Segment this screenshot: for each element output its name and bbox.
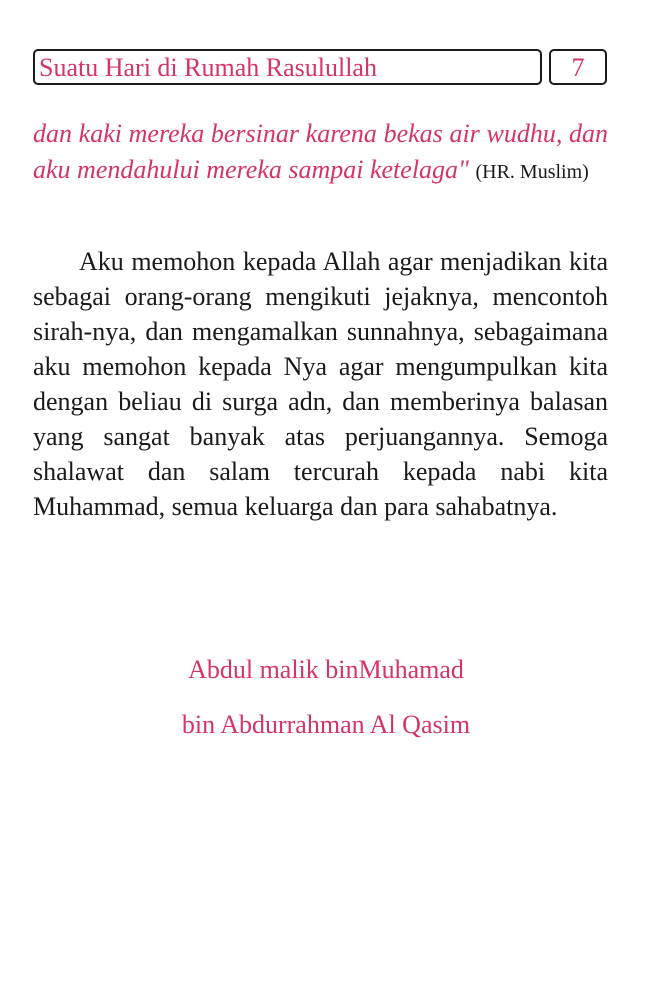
hadith-quote	[33, 116, 608, 190]
header-title: Suatu Hari di Rumah Rasulullah	[33, 49, 542, 85]
author-name-line-2: bin Abdurrahman Al Qasim	[181, 710, 471, 739]
quote-source: (HR. Muslim)	[475, 161, 589, 183]
page-header	[33, 49, 608, 89]
quote-text: dan kaki mereka bersinar karena bekas air wudhu, dan aku mendahului mereka sampai ketelaga"	[33, 119, 608, 184]
author-name-line-1: Abdul malik binMuhamad	[188, 655, 464, 684]
page-number: 7	[549, 49, 607, 85]
body-paragraph: Aku memohon kepada Allah agar menjadikan kita sebagai orang-orang mengikuti jejaknya, mencontoh sirah-nya, dan mengamalkan sunnahnya, sebagaimana aku memohon kepada Nya agar mengumpulkan kita dengan beliau di surga adn, dan memberinya balasan yang sangat banyak atas perjuangannya. Semoga shalawat dan salam tercurah kepada nabi kita Muhammad, semua keluarga dan para sahabatnya.	[33, 247, 608, 521]
